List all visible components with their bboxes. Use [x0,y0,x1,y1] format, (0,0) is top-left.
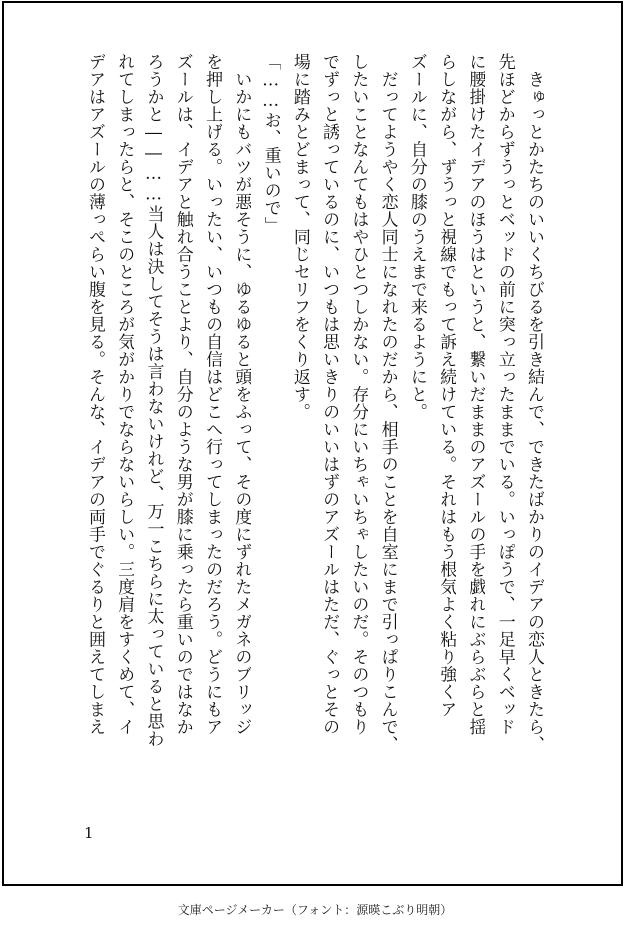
text-column-11: いかにもバツが悪そうに、ゆるゆると頭をふって、その度にずれたメガネのブリッジ [231,53,252,736]
text-column-16: デアはアズールの薄っぺらい腹を見る。そんな、イデアの両手でぐるりと囲えてしまえ [85,53,105,736]
text-column-4: らしながら、ずうっと視線でもって訴え続けている。それはもう根気よく粘り強くア [436,53,457,718]
generator-caption: 文庫ページメーカー（フォント：源暎こぶり明朝） [177,903,453,917]
text-column-9: 場に踏みとどまって、同じセリフをくり返す。 [289,53,310,421]
text-column-7: したいことなんてもはやひとつしかない。存分にいちゃいちゃしたいのだ。そのつもり [348,53,369,736]
book-page [2,1,623,886]
text-column-12: を押し上げる。いったい、いつもの自信はどこへ行ってしまったのだろう。どうにもア [202,53,223,736]
text-column-13: ズールは、イデアと触れ合うことより、自分のような男が膝に乗ったら重いのではなか [172,53,193,736]
text-column-2: 先ほどからずうっとベッドの前に突っ立ったままでいる。いっぽうで、一足早くベッド [494,53,515,736]
page-number: 1 [84,824,94,842]
text-column-1: きゅっとかたちのいいくちびるを引き結んで、できたばかりのイデアの恋人ときたら、 [523,53,544,753]
text-column-10: 「……お、重いので」 [260,53,281,234]
text-column-5: ズールに、自分の膝のうえまで来るようにと。 [406,53,427,421]
text-column-3: に腰掛けたイデアのほうはというと、繋いだままのアズールの手を戯れにぶらぶらと揺 [465,53,486,736]
text-column-14: ろうかと――……当人は決してそうは言わないけれど、万一こちらに太っていると思わ [143,53,164,748]
vertical-text-body [84,53,544,773]
text-column-8: でずっと誘っているのに、いつもは思いきりのいいはずのアズールはただ、ぐっとその [319,53,340,736]
text-column-15: れてしまったらと、そこのところが気がかりでならないらしい。三度肩をすくめて、イ [114,53,135,736]
text-column-6: だってようやく恋人同士になれたのだから、相手のことを自室にまで引っぱりこんで、 [377,53,398,753]
